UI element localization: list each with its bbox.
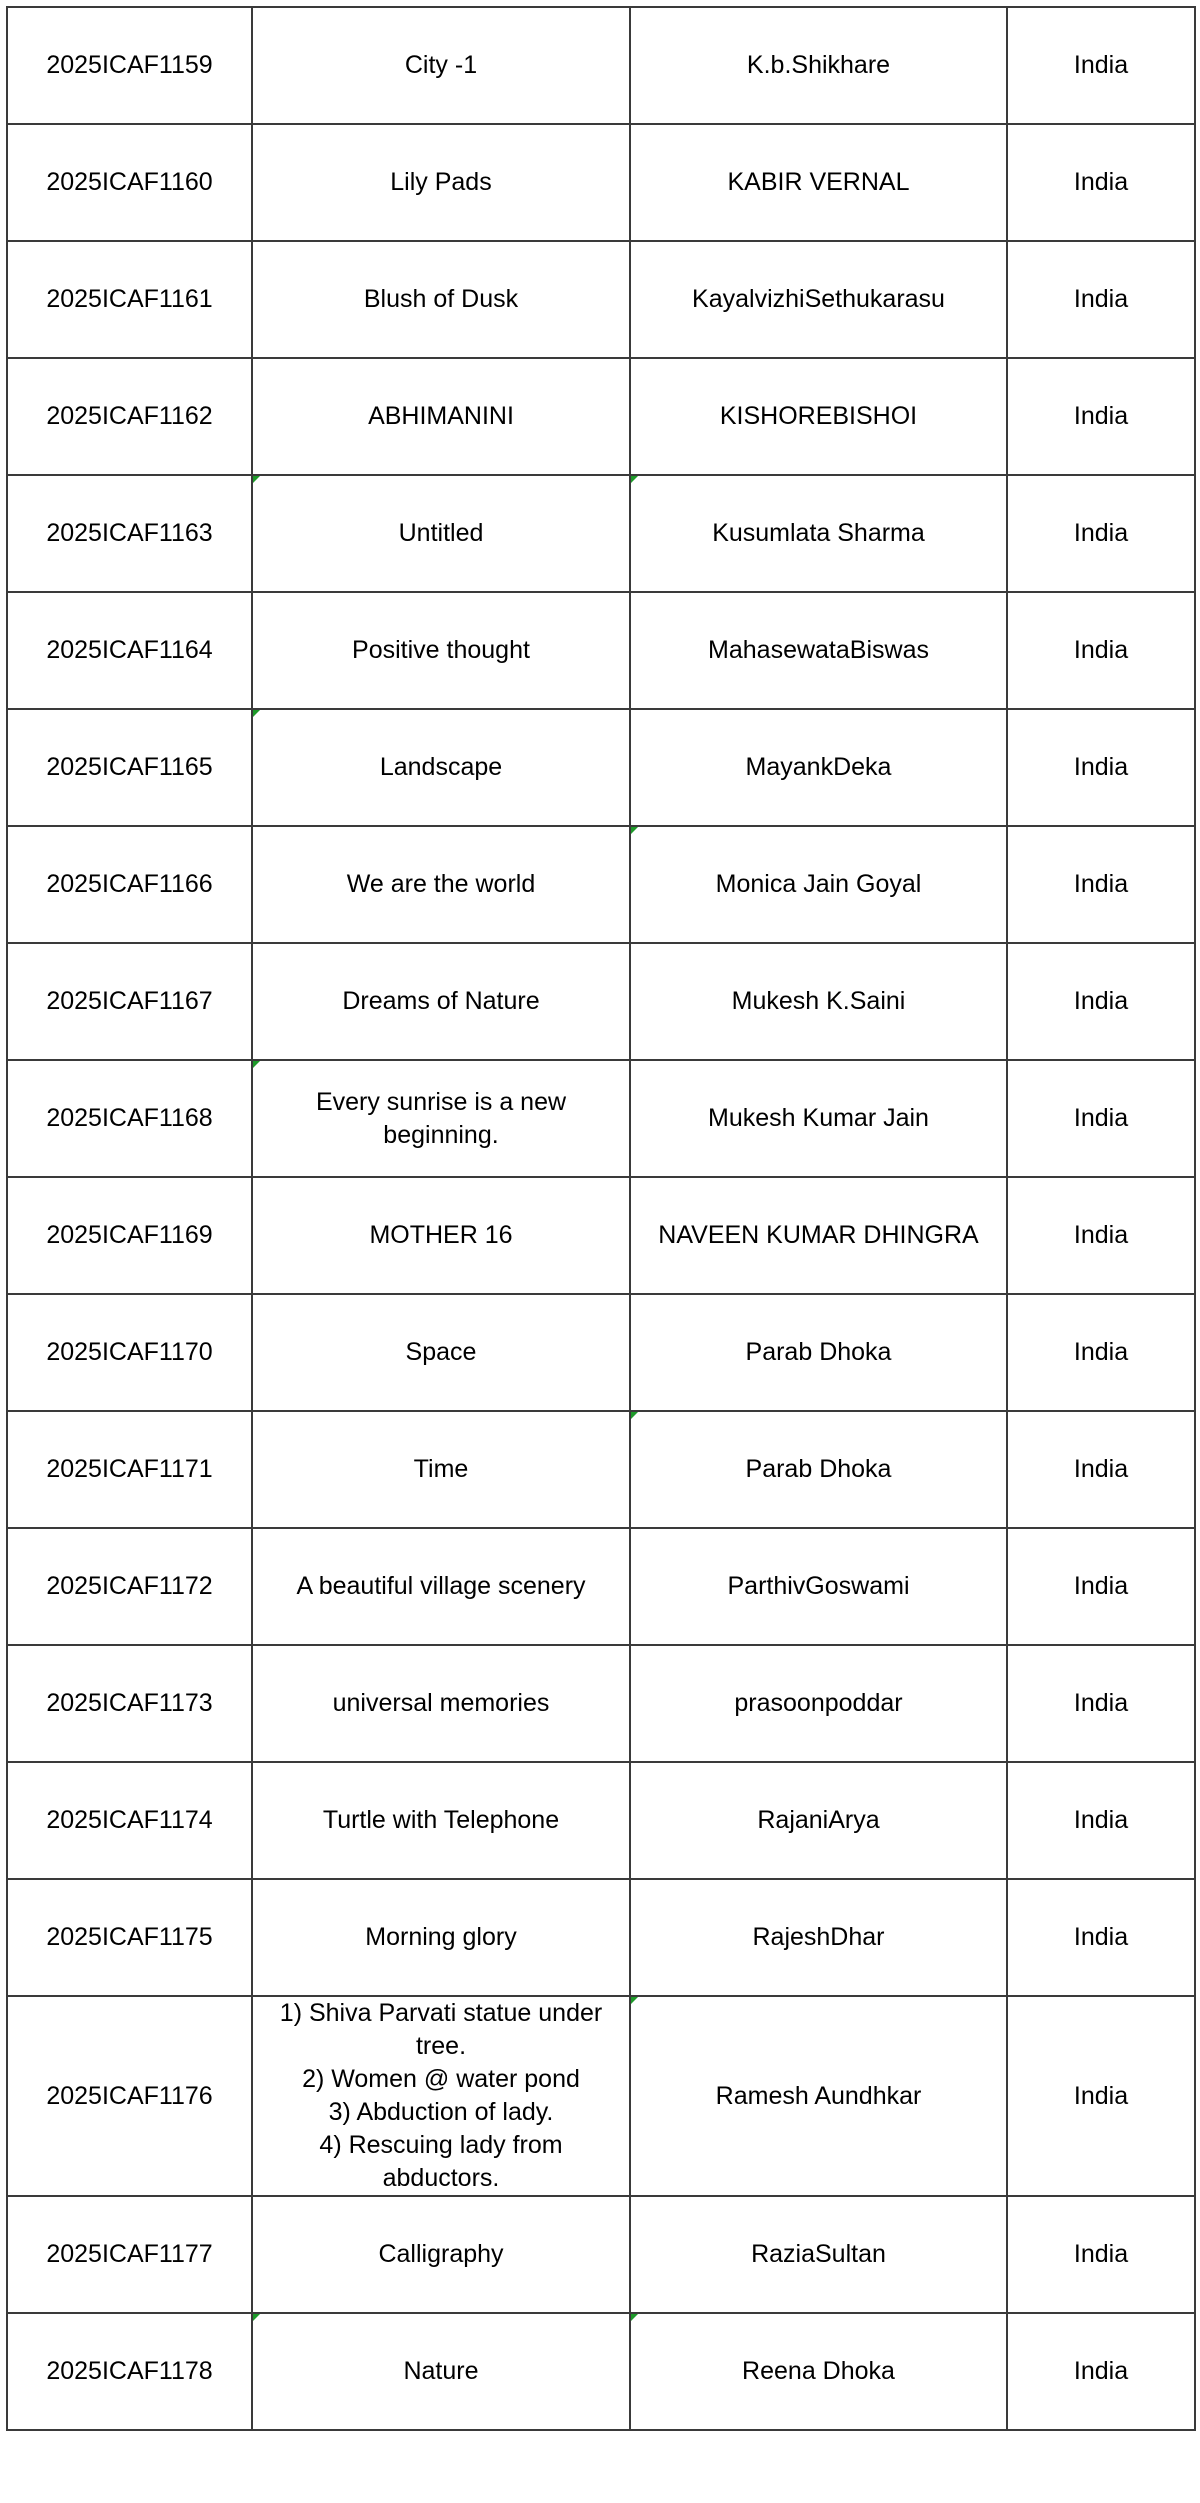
country-cell[interactable]: India [1007, 1645, 1195, 1762]
table-row [7, 1879, 1195, 1996]
table-row [7, 1528, 1195, 1645]
artist-name-cell[interactable]: NAVEEN KUMAR DHINGRA [630, 1177, 1007, 1294]
country-cell[interactable]: India [1007, 826, 1195, 943]
table-row [7, 1411, 1195, 1528]
country-cell[interactable]: India [1007, 1294, 1195, 1411]
entry-id-cell[interactable]: 2025ICAF1176 [7, 1996, 252, 2196]
entry-id-cell[interactable]: 2025ICAF1159 [7, 7, 252, 124]
entry-id-cell[interactable]: 2025ICAF1169 [7, 1177, 252, 1294]
artwork-title-cell[interactable]: Dreams of Nature [252, 943, 630, 1060]
entries-table [6, 6, 1196, 2431]
table-row [7, 475, 1195, 592]
entry-id-cell[interactable]: 2025ICAF1167 [7, 943, 252, 1060]
country-cell[interactable]: India [1007, 943, 1195, 1060]
table-row [7, 2313, 1195, 2430]
entry-id-cell[interactable]: 2025ICAF1171 [7, 1411, 252, 1528]
country-cell[interactable]: India [1007, 1762, 1195, 1879]
artist-name-cell[interactable]: ParthivGoswami [630, 1528, 1007, 1645]
country-cell[interactable]: India [1007, 124, 1195, 241]
artwork-title-cell[interactable]: We are the world [252, 826, 630, 943]
table-row [7, 709, 1195, 826]
artwork-title-cell[interactable]: Landscape [252, 709, 630, 826]
country-cell[interactable]: India [1007, 1879, 1195, 1996]
artist-name-cell[interactable]: MayankDeka [630, 709, 1007, 826]
entry-id-cell[interactable]: 2025ICAF1164 [7, 592, 252, 709]
table-row [7, 124, 1195, 241]
entry-id-cell[interactable]: 2025ICAF1177 [7, 2196, 252, 2313]
artwork-title-cell[interactable]: Nature [252, 2313, 630, 2430]
artwork-title-cell[interactable]: Positive thought [252, 592, 630, 709]
artist-name-cell[interactable]: KABIR VERNAL [630, 124, 1007, 241]
table-row [7, 1060, 1195, 1177]
artist-name-cell[interactable]: Parab Dhoka [630, 1294, 1007, 1411]
artist-name-cell[interactable]: Parab Dhoka [630, 1411, 1007, 1528]
entry-id-cell[interactable]: 2025ICAF1160 [7, 124, 252, 241]
artist-name-cell[interactable]: RajaniArya [630, 1762, 1007, 1879]
artwork-title-cell[interactable]: Every sunrise is a new beginning. [252, 1060, 630, 1177]
artist-name-cell[interactable]: prasoonpoddar [630, 1645, 1007, 1762]
artwork-title-cell[interactable]: Turtle with Telephone [252, 1762, 630, 1879]
entry-id-cell[interactable]: 2025ICAF1162 [7, 358, 252, 475]
entry-id-cell[interactable]: 2025ICAF1161 [7, 241, 252, 358]
country-cell[interactable]: India [1007, 1177, 1195, 1294]
entry-id-cell[interactable]: 2025ICAF1170 [7, 1294, 252, 1411]
artwork-title-cell[interactable]: 1) Shiva Parvati statue under tree. 2) Women @ water pond 3) Abduction of lady. 4) Rescuing lady from abductors. [252, 1996, 630, 2196]
entry-id-cell[interactable]: 2025ICAF1174 [7, 1762, 252, 1879]
artist-name-cell[interactable]: MahasewataBiswas [630, 592, 1007, 709]
country-cell[interactable]: India [1007, 1060, 1195, 1177]
artwork-title-cell[interactable]: Space [252, 1294, 630, 1411]
entry-id-cell[interactable]: 2025ICAF1173 [7, 1645, 252, 1762]
country-cell[interactable]: India [1007, 241, 1195, 358]
artwork-title-cell[interactable]: Time [252, 1411, 630, 1528]
artwork-title-cell[interactable]: A beautiful village scenery [252, 1528, 630, 1645]
artwork-title-cell[interactable]: MOTHER 16 [252, 1177, 630, 1294]
table-row [7, 826, 1195, 943]
table-row [7, 1996, 1195, 2196]
artist-name-cell[interactable]: KayalvizhiSethukarasu [630, 241, 1007, 358]
entries-table-body [7, 7, 1195, 2430]
table-row [7, 2196, 1195, 2313]
country-cell[interactable]: India [1007, 7, 1195, 124]
country-cell[interactable]: India [1007, 592, 1195, 709]
entry-id-cell[interactable]: 2025ICAF1165 [7, 709, 252, 826]
artwork-title-cell[interactable]: Untitled [252, 475, 630, 592]
entry-id-cell[interactable]: 2025ICAF1172 [7, 1528, 252, 1645]
table-row [7, 1294, 1195, 1411]
country-cell[interactable]: India [1007, 1996, 1195, 2196]
artist-name-cell[interactable]: RajeshDhar [630, 1879, 1007, 1996]
artist-name-cell[interactable]: Mukesh K.Saini [630, 943, 1007, 1060]
country-cell[interactable]: India [1007, 709, 1195, 826]
table-row [7, 1645, 1195, 1762]
artwork-title-cell[interactable]: ABHIMANINI [252, 358, 630, 475]
country-cell[interactable]: India [1007, 1411, 1195, 1528]
artwork-title-cell[interactable]: Blush of Dusk [252, 241, 630, 358]
country-cell[interactable]: India [1007, 1528, 1195, 1645]
table-row [7, 241, 1195, 358]
table-row [7, 1177, 1195, 1294]
entry-id-cell[interactable]: 2025ICAF1178 [7, 2313, 252, 2430]
table-row [7, 358, 1195, 475]
entry-id-cell[interactable]: 2025ICAF1175 [7, 1879, 252, 1996]
entry-id-cell[interactable]: 2025ICAF1163 [7, 475, 252, 592]
table-row [7, 7, 1195, 124]
entry-id-cell[interactable]: 2025ICAF1168 [7, 1060, 252, 1177]
artist-name-cell[interactable]: Reena Dhoka [630, 2313, 1007, 2430]
table-row [7, 1762, 1195, 1879]
entry-id-cell[interactable]: 2025ICAF1166 [7, 826, 252, 943]
country-cell[interactable]: India [1007, 2313, 1195, 2430]
artist-name-cell[interactable]: Monica Jain Goyal [630, 826, 1007, 943]
country-cell[interactable]: India [1007, 358, 1195, 475]
artist-name-cell[interactable]: Kusumlata Sharma [630, 475, 1007, 592]
artwork-title-cell[interactable]: Calligraphy [252, 2196, 630, 2313]
table-row [7, 592, 1195, 709]
artwork-title-cell[interactable]: City -1 [252, 7, 630, 124]
artwork-title-cell[interactable]: Lily Pads [252, 124, 630, 241]
artwork-title-cell[interactable]: Morning glory [252, 1879, 630, 1996]
table-row [7, 943, 1195, 1060]
country-cell[interactable]: India [1007, 2196, 1195, 2313]
artist-name-cell[interactable]: KISHOREBISHOI [630, 358, 1007, 475]
artist-name-cell[interactable]: Ramesh Aundhkar [630, 1996, 1007, 2196]
artist-name-cell[interactable]: K.b.Shikhare [630, 7, 1007, 124]
artist-name-cell[interactable]: Mukesh Kumar Jain [630, 1060, 1007, 1177]
country-cell[interactable]: India [1007, 475, 1195, 592]
artist-name-cell[interactable]: RaziaSultan [630, 2196, 1007, 2313]
artwork-title-cell[interactable]: universal memories [252, 1645, 630, 1762]
